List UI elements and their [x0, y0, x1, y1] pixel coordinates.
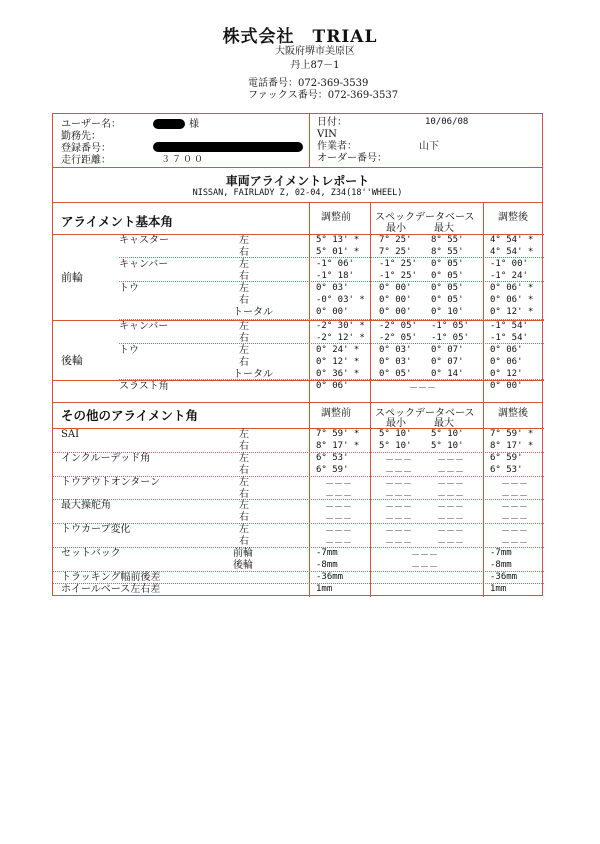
row-separator [119, 257, 544, 258]
spec-max-dash: －－－ [437, 492, 465, 502]
divider [53, 402, 542, 403]
spec-min-dash: －－－ [385, 480, 413, 490]
spec-dash: －－－ [409, 384, 437, 394]
row-side-label: 右 [239, 271, 249, 282]
divider [370, 202, 371, 597]
spec-min-dash: －－－ [385, 539, 413, 549]
row-separator [119, 379, 544, 380]
spec-min-value: 0° 05' [379, 369, 412, 379]
after-value: -7mm [490, 548, 512, 558]
col-min-header: 最小 [386, 223, 406, 234]
after-value: -1° 54' [490, 321, 528, 331]
vehicle-description: NISSAN, FAIRLADY Z, 02-04, Z34(18''WHEEL) [192, 188, 403, 198]
row-side-label: 右 [239, 357, 249, 368]
registration-label: 登録番号： [61, 143, 111, 154]
date-label: 日付： [317, 117, 347, 128]
spec-max-dash: －－－ [437, 480, 465, 490]
before-value: -0° 03' * [316, 295, 365, 305]
before-value: 0° 12' * [316, 357, 360, 367]
other-section-heading: その他のアライメント角 [61, 408, 199, 423]
spec-min-dash: －－－ [385, 527, 413, 537]
before-value: 0° 03' [316, 283, 349, 293]
other-col-after-header: 調整後 [498, 408, 528, 419]
after-dash: －－－ [501, 515, 529, 525]
before-value: 0° 24' * [316, 345, 360, 355]
row-separator [119, 281, 544, 282]
workplace-label: 勤務先： [61, 131, 101, 142]
after-value: 6° 53' [490, 465, 523, 475]
before-dash: －－－ [325, 503, 353, 513]
address-line-1: 大阪府堺市美原区 [275, 46, 355, 57]
row-item-label: キャンバー [119, 321, 169, 332]
after-value: 0° 12' * [490, 307, 534, 317]
worker-value: 山下 [419, 141, 439, 152]
after-dash: －－－ [501, 539, 529, 549]
col-max-header: 最大 [434, 223, 454, 234]
row-side-label: 左 [239, 453, 249, 464]
before-value: 1mm [316, 584, 333, 594]
before-value: 7° 59' * [316, 429, 360, 439]
spec-min-value: -1° 25' [379, 259, 417, 269]
after-value: 0° 06' [490, 345, 523, 355]
spec-min-value: -1° 25' [379, 271, 417, 281]
vin-label: VIN [317, 129, 337, 140]
user-honorific: 様 [189, 119, 199, 130]
row-item-label: ホイールベース左右差 [61, 584, 161, 595]
row-side-label: 前輪 [233, 548, 253, 559]
after-dash: －－－ [501, 480, 529, 490]
row-side-label: 左 [239, 345, 249, 356]
row-item-label: インクルーデッド角 [61, 453, 151, 464]
spec-min-value: 0° 00' [379, 283, 412, 293]
spec-max-value: 8° 55' [431, 235, 464, 245]
row-item-label: スラスト角 [119, 381, 169, 392]
redacted-user-name [153, 119, 185, 129]
row-item-label: トウカーブ変化 [61, 524, 131, 535]
spec-min-value: 5° 10' [379, 429, 412, 439]
after-value: -1° 54' [490, 333, 528, 343]
row-side-label: 左 [239, 283, 249, 294]
after-value: 0° 00' [490, 381, 523, 391]
row-side-label: 右 [239, 247, 249, 258]
divider [53, 320, 544, 321]
spec-min-value: -2° 05' [379, 333, 417, 343]
row-side-label: 右 [239, 489, 249, 500]
spec-min-dash: －－－ [385, 515, 413, 525]
spec-min-value: 5° 10' [379, 441, 412, 451]
after-value: 0° 06' [490, 357, 523, 367]
spec-max-value: 0° 14' [431, 369, 464, 379]
row-side-label: 左 [239, 321, 249, 332]
row-side-label: 左 [239, 235, 249, 246]
spec-max-value: 5° 10' [431, 441, 464, 451]
before-value: -1° 06' [316, 259, 354, 269]
worker-label: 作業者： [317, 141, 357, 152]
row-side-label: トータル [233, 369, 273, 380]
company-name: 株式会社 TRIAL [222, 27, 378, 47]
before-value: 5° 13' * [316, 235, 360, 245]
before-value: -7mm [316, 548, 338, 558]
divider [53, 202, 542, 203]
row-item-label: キャンバー [119, 259, 169, 270]
spec-min-value: 0° 00' [379, 307, 412, 317]
row-separator [53, 499, 544, 500]
spec-max-dash: －－－ [437, 527, 465, 537]
after-value: 8° 17' * [490, 441, 534, 451]
row-separator [119, 319, 544, 320]
before-value: -2° 30' * [316, 321, 365, 331]
report-title: 車両アライメントレポート [225, 174, 370, 188]
divider [309, 114, 310, 167]
other-col-min-header: 最小 [386, 418, 406, 429]
divider [483, 202, 484, 597]
row-item-label: セットバック [61, 548, 121, 559]
spec-max-dash: －－－ [437, 515, 465, 525]
col-after-header: 調整後 [498, 212, 528, 223]
spec-max-value: 0° 05' [431, 295, 464, 305]
before-value: -2° 12' * [316, 333, 365, 343]
after-value: 0° 12' [490, 369, 523, 379]
spec-max-dash: －－－ [437, 539, 465, 549]
row-side-label: 右 [239, 536, 249, 547]
before-value: 5° 01' * [316, 247, 360, 257]
mileage-value: ３７００ [161, 155, 206, 165]
after-value: -1° 24' [490, 271, 528, 281]
other-col-spec-header: スペックデータベース [375, 408, 475, 419]
spec-max-dash: －－－ [437, 503, 465, 513]
fax-number: ファックス番号：072-369-3537 [248, 90, 399, 101]
row-item-label: 最大操舵角 [61, 500, 111, 511]
before-value: 8° 17' * [316, 441, 360, 451]
before-dash: －－－ [325, 480, 353, 490]
spec-min-value: 7° 25' [379, 247, 412, 257]
divider [53, 167, 542, 168]
after-value: -36mm [490, 572, 518, 582]
row-side-label: 左 [239, 429, 249, 440]
redacted-registration [153, 142, 303, 152]
spec-max-dash: －－－ [437, 456, 465, 466]
before-value: -36mm [316, 572, 344, 582]
row-side-label: 左 [239, 500, 249, 511]
divider [309, 202, 310, 597]
row-side-label: 右 [239, 512, 249, 523]
row-side-label: 左 [239, 259, 249, 270]
col-spec-header: スペックデータベース [375, 212, 475, 223]
row-item-label: キャスター [119, 235, 169, 246]
spec-max-dash: －－－ [437, 468, 465, 478]
row-item-label: SAI [61, 429, 80, 440]
spec-max-value: 0° 07' [431, 357, 464, 367]
spec-min-dash: －－－ [385, 456, 413, 466]
basic-section-heading: アライメント基本角 [61, 214, 174, 229]
spec-dash: －－－ [411, 563, 439, 573]
before-value: 0° 36' * [316, 369, 360, 379]
before-value: 6° 53' [316, 453, 349, 463]
divider [53, 234, 544, 235]
date-value: 10/06/08 [425, 117, 469, 127]
row-item-label: トウ [119, 345, 139, 356]
row-side-label: 左 [239, 524, 249, 535]
front-wheel-label: 前輪 [61, 271, 83, 284]
report-frame [52, 113, 543, 596]
spec-min-value: 0° 00' [379, 295, 412, 305]
spec-min-value: 0° 03' [379, 345, 412, 355]
after-value: -1° 00' [490, 259, 528, 269]
divider [53, 428, 544, 429]
spec-max-value: -1° 05' [431, 333, 469, 343]
before-dash: －－－ [325, 539, 353, 549]
mileage-label: 走行距離： [61, 155, 111, 166]
after-dash: －－－ [501, 503, 529, 513]
before-value: 0° 06' [316, 381, 349, 391]
row-separator [53, 547, 544, 548]
row-side-label: 右 [239, 333, 249, 344]
spec-max-value: 0° 07' [431, 345, 464, 355]
before-dash: －－－ [325, 527, 353, 537]
address-line-2: 丹上87－1 [290, 60, 340, 71]
spec-max-value: 0° 05' [431, 259, 464, 269]
after-value: 4° 54' * [490, 235, 534, 245]
after-value: -8mm [490, 560, 512, 570]
before-value: 0° 00' [316, 307, 349, 317]
spec-max-value: -1° 05' [431, 321, 469, 331]
before-dash: －－－ [325, 492, 353, 502]
after-value: 4° 54' * [490, 247, 534, 257]
spec-max-value: 5° 10' [431, 429, 464, 439]
before-dash: －－－ [325, 515, 353, 525]
spec-min-dash: －－－ [385, 503, 413, 513]
user-name-label: ユーザー名： [61, 119, 121, 130]
spec-min-value: 7° 25' [379, 235, 412, 245]
divider [53, 380, 544, 381]
other-col-before-header: 調整前 [321, 408, 351, 419]
before-value: 6° 59' [316, 465, 349, 475]
spec-max-value: 0° 05' [431, 271, 464, 281]
rear-wheel-label: 後輪 [61, 354, 83, 367]
spec-max-value: 8° 55' [431, 247, 464, 257]
after-value: 7° 59' * [490, 429, 534, 439]
order-number-label: オーダー番号： [317, 153, 387, 164]
row-side-label: 右 [239, 441, 249, 452]
row-side-label: 左 [239, 477, 249, 488]
spec-max-value: 0° 10' [431, 307, 464, 317]
row-separator [119, 343, 544, 344]
spec-dash: －－－ [411, 551, 439, 561]
after-value: 6° 59' [490, 453, 523, 463]
after-dash: －－－ [501, 527, 529, 537]
col-before-header: 調整前 [321, 212, 351, 223]
row-item-label: トウ [119, 283, 139, 294]
spec-min-value: 0° 03' [379, 357, 412, 367]
before-value: -8mm [316, 560, 338, 570]
after-dash: －－－ [501, 492, 529, 502]
spec-min-value: -2° 05' [379, 321, 417, 331]
after-value: 0° 06' * [490, 283, 534, 293]
spec-min-dash: －－－ [385, 468, 413, 478]
after-value: 0° 06' * [490, 295, 534, 305]
row-side-label: 右 [239, 295, 249, 306]
row-side-label: トータル [233, 307, 273, 318]
other-col-max-header: 最大 [434, 418, 454, 429]
spec-min-dash: －－－ [385, 492, 413, 502]
phone-number: 電話番号：072-369-3539 [248, 78, 369, 89]
row-side-label: 右 [239, 465, 249, 476]
row-item-label: トラッキング幅前後差 [61, 572, 161, 583]
row-item-label: トウアウトオンターン [61, 477, 161, 488]
spec-max-value: 0° 05' [431, 283, 464, 293]
before-value: -1° 18' [316, 271, 354, 281]
after-value: 1mm [490, 584, 507, 594]
row-side-label: 後輪 [233, 560, 253, 571]
